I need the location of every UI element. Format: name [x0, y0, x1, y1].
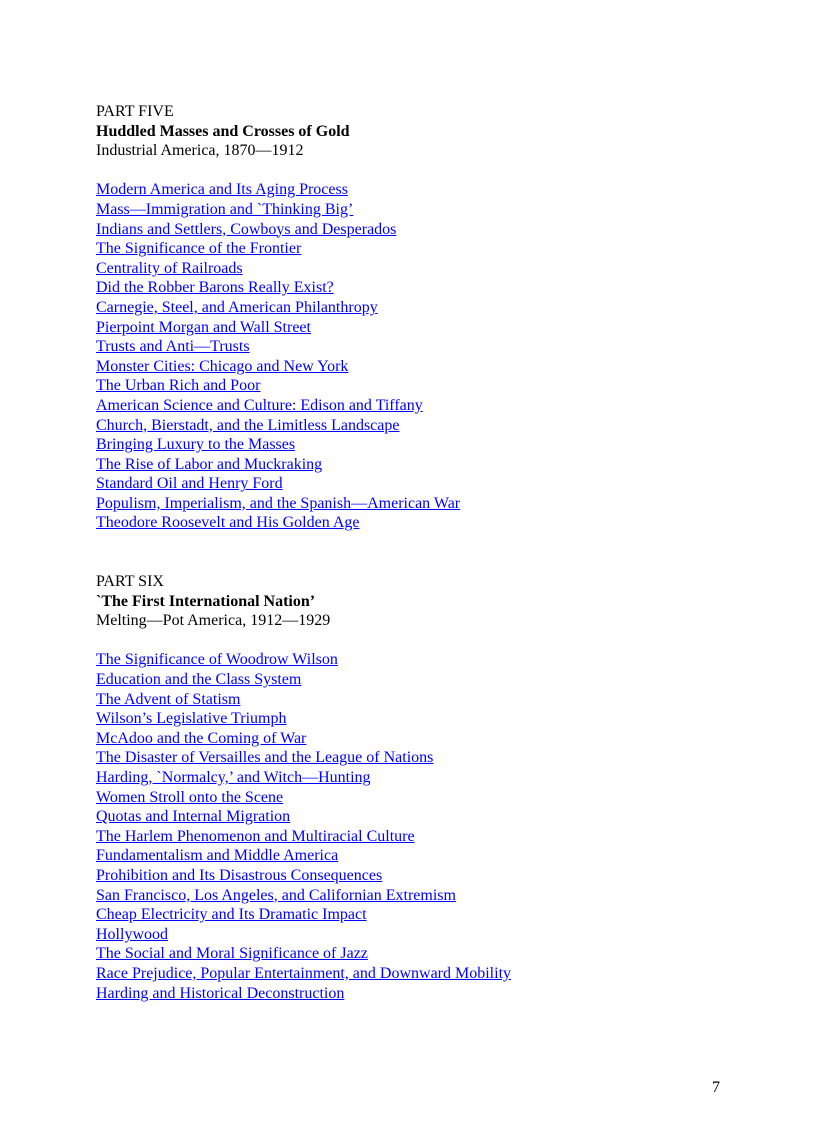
chapter-link[interactable]: Monster Cities: Chicago and New York: [96, 357, 349, 375]
spacer: [96, 161, 736, 181]
chapter-link[interactable]: Bringing Luxury to the Masses: [96, 436, 296, 454]
list-item: [96, 964, 736, 984]
list-item: [96, 846, 736, 866]
part-five-section: [96, 102, 736, 533]
chapter-link[interactable]: Indians and Settlers, Cowboys and Desperados: [96, 220, 397, 238]
chapter-link[interactable]: American Science and Culture: Edison and Tiffany: [96, 396, 423, 414]
part-six-subtitle: Melting—Pot America, 1912—1929: [96, 612, 331, 630]
list-item: [96, 866, 736, 886]
chapter-link[interactable]: The Social and Moral Significance of Jazz: [96, 945, 368, 963]
chapter-link[interactable]: Populism, Imperialism, and the Spanish—American War: [96, 494, 461, 512]
list-item: [96, 513, 736, 533]
chapter-link[interactable]: Modern America and Its Aging Process: [96, 181, 348, 199]
chapter-link[interactable]: Trusts and Anti—Trusts: [96, 338, 250, 356]
chapter-link[interactable]: Centrality of Railroads: [96, 259, 243, 277]
list-item: [96, 768, 736, 788]
chapter-link[interactable]: San Francisco, Los Angeles, and Californian Extremism: [96, 886, 456, 904]
section-spacer: [96, 533, 736, 572]
list-item: [96, 278, 736, 298]
part-six-section: [96, 572, 736, 1003]
chapter-link[interactable]: Hollywood: [96, 925, 168, 943]
list-item: [96, 357, 736, 377]
part-five-label: PART FIVE: [96, 103, 174, 120]
chapter-link[interactable]: The Rise of Labor and Muckraking: [96, 455, 323, 473]
part-five-link-list: [96, 180, 736, 533]
list-item: [96, 455, 736, 475]
list-item: [96, 690, 736, 710]
list-item: [96, 905, 736, 925]
chapter-link[interactable]: The Significance of the Frontier: [96, 240, 302, 258]
list-item: [96, 435, 736, 455]
list-item: [96, 670, 736, 690]
chapter-link[interactable]: Women Stroll onto the Scene: [96, 788, 284, 806]
list-item: [96, 200, 736, 220]
chapter-link[interactable]: The Disaster of Versailles and the League of Nations: [96, 749, 434, 767]
list-item: [96, 239, 736, 259]
chapter-link[interactable]: The Urban Rich and Poor: [96, 377, 261, 395]
part-six-link-list: [96, 650, 736, 1003]
list-item: [96, 650, 736, 670]
list-item: [96, 494, 736, 514]
chapter-link[interactable]: Cheap Electricity and Its Dramatic Impact: [96, 906, 367, 924]
list-item: [96, 709, 736, 729]
chapter-link[interactable]: Race Prejudice, Popular Entertainment, and Downward Mobility: [96, 964, 512, 982]
chapter-link[interactable]: Wilson’s Legislative Triumph: [96, 710, 287, 728]
list-item: [96, 729, 736, 749]
list-item: [96, 259, 736, 279]
list-item: [96, 396, 736, 416]
list-item: [96, 788, 736, 808]
list-item: [96, 318, 736, 338]
part-six-title: `The First International Nation’: [96, 592, 316, 610]
list-item: [96, 376, 736, 396]
list-item: [96, 807, 736, 827]
list-item: [96, 925, 736, 945]
list-item: [96, 180, 736, 200]
chapter-link[interactable]: Carnegie, Steel, and American Philanthropy: [96, 298, 378, 316]
part-six-label: PART SIX: [96, 573, 164, 591]
list-item: [96, 474, 736, 494]
list-item: [96, 748, 736, 768]
chapter-link[interactable]: Harding and Historical Deconstruction: [96, 984, 345, 1002]
chapter-link[interactable]: Standard Oil and Henry Ford: [96, 475, 283, 493]
list-item: [96, 984, 736, 1004]
chapter-link[interactable]: Education and the Class System: [96, 671, 302, 689]
chapter-link[interactable]: The Significance of Woodrow Wilson: [96, 651, 338, 669]
chapter-link[interactable]: Did the Robber Barons Really Exist?: [96, 279, 334, 297]
chapter-link[interactable]: Mass—Immigration and `Thinking Big’: [96, 200, 354, 218]
chapter-link[interactable]: McAdoo and the Coming of War: [96, 729, 307, 747]
part-five-subtitle: Industrial America, 1870—1912: [96, 142, 304, 160]
list-item: [96, 886, 736, 906]
chapter-link[interactable]: Quotas and Internal Migration: [96, 808, 291, 826]
list-item: [96, 220, 736, 240]
chapter-link[interactable]: Pierpoint Morgan and Wall Street: [96, 318, 311, 336]
chapter-link[interactable]: Fundamentalism and Middle America: [96, 847, 339, 865]
chapter-link[interactable]: Church, Bierstadt, and the Limitless Landscape: [96, 416, 400, 434]
list-item: [96, 416, 736, 436]
chapter-link[interactable]: The Harlem Phenomenon and Multiracial Culture: [96, 827, 415, 845]
spacer: [96, 631, 736, 651]
chapter-link[interactable]: The Advent of Statism: [96, 690, 241, 708]
list-item: [96, 827, 736, 847]
list-item: [96, 337, 736, 357]
chapter-link[interactable]: Prohibition and Its Disastrous Consequences: [96, 866, 383, 884]
table-of-contents: [96, 102, 736, 1003]
list-item: [96, 298, 736, 318]
page-number: 7: [712, 1079, 720, 1096]
chapter-link[interactable]: Theodore Roosevelt and His Golden Age: [96, 514, 360, 532]
part-five-title: Huddled Masses and Crosses of Gold: [96, 122, 350, 140]
chapter-link[interactable]: Harding, `Normalcy,’ and Witch—Hunting: [96, 769, 371, 786]
list-item: [96, 944, 736, 964]
